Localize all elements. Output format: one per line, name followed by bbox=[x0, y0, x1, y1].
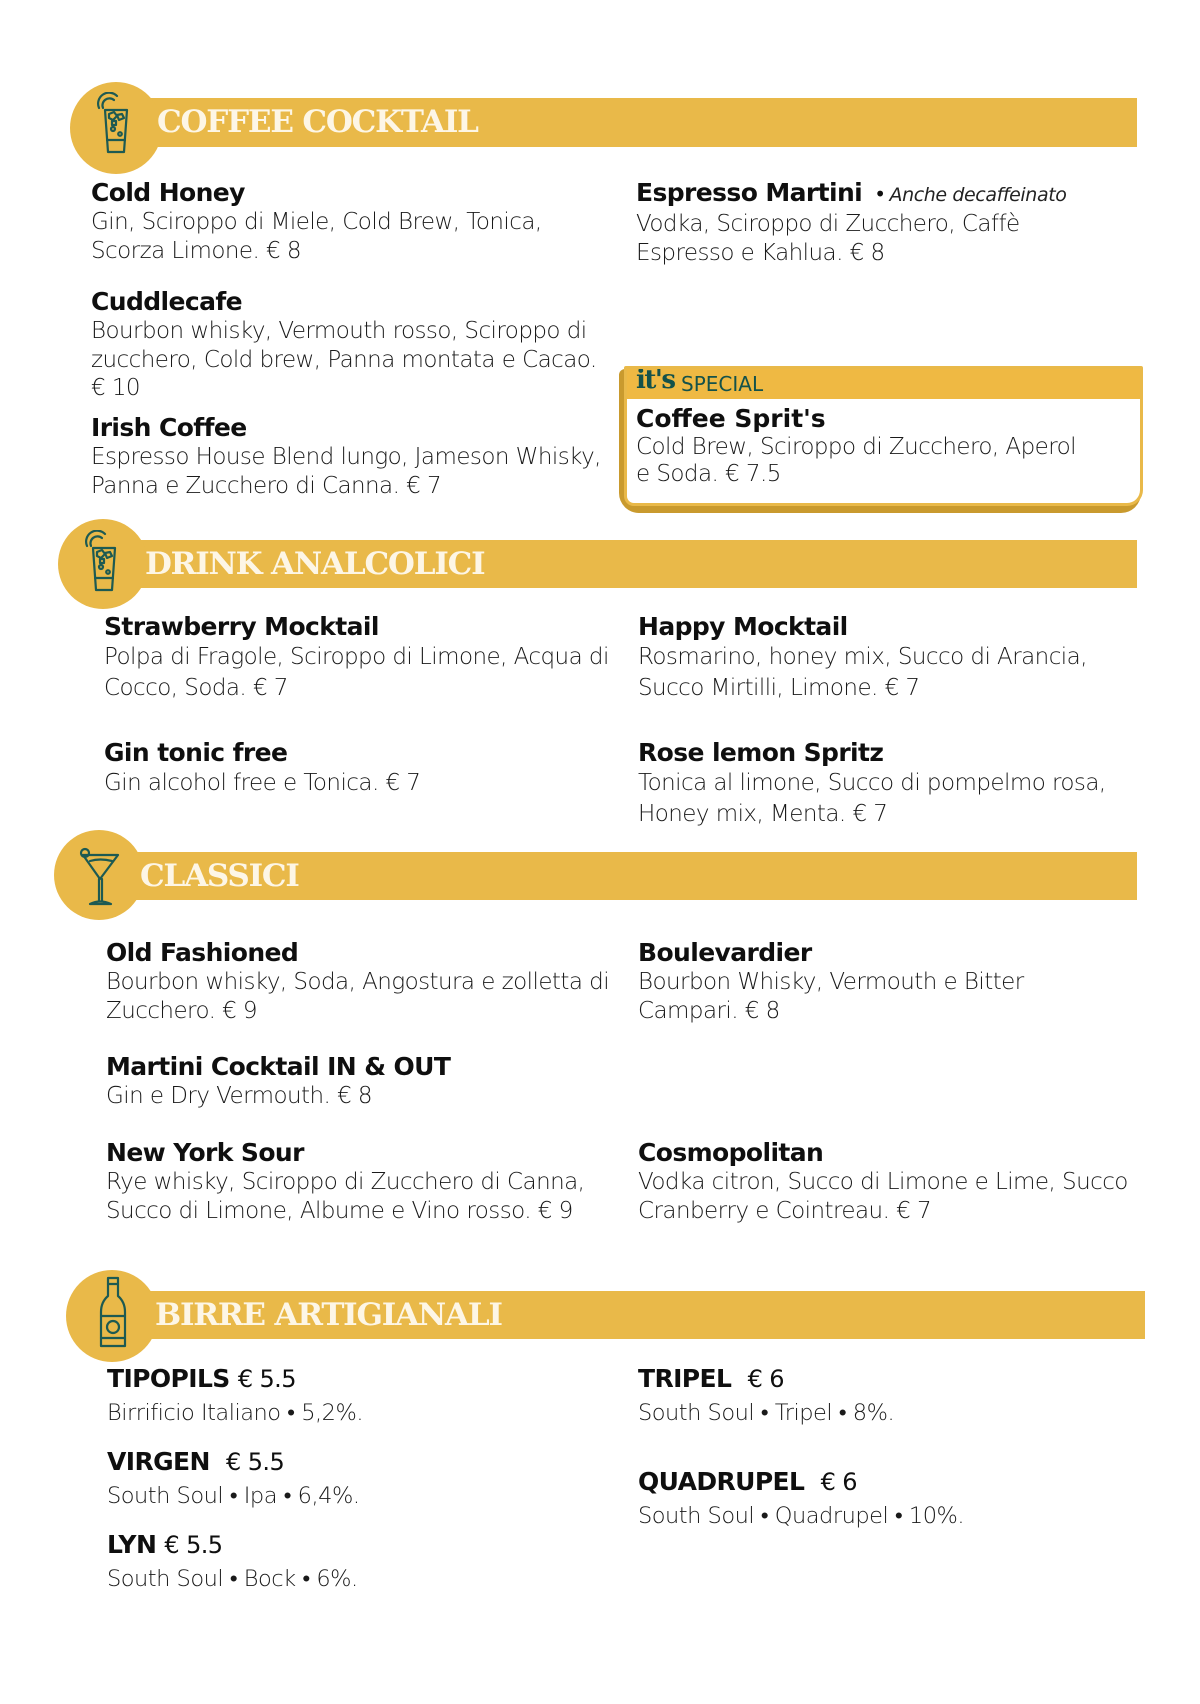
beer-name-row bbox=[107, 1364, 607, 1394]
beer-name-row bbox=[638, 1364, 1118, 1394]
beer-name-row bbox=[107, 1447, 607, 1477]
beer-name: TRIPEL bbox=[638, 1364, 732, 1393]
menu-item bbox=[104, 738, 624, 799]
item-description: Gin e Dry Vermouth. € 8 bbox=[106, 1083, 373, 1109]
item-description: Tonica al limone, Succo di pompelmo rosa, Honey mix, Menta. € 7 bbox=[638, 770, 1106, 827]
beer-price: € 6 bbox=[820, 1468, 857, 1496]
menu-item bbox=[91, 287, 611, 403]
menu-item bbox=[106, 1052, 626, 1111]
item-name: Old Fashioned bbox=[106, 938, 299, 967]
special-box bbox=[624, 366, 1143, 506]
menu-item bbox=[638, 612, 1118, 704]
item-name: Happy Mocktail bbox=[638, 612, 848, 641]
special-its-label: it's bbox=[636, 366, 675, 395]
beer-name: LYN bbox=[107, 1530, 157, 1559]
item-name: Strawberry Mocktail bbox=[104, 612, 379, 641]
item-name: Gin tonic free bbox=[104, 738, 288, 767]
beer-name: TIPOPILS bbox=[107, 1364, 230, 1393]
item-description: Bourbon whisky, Soda, Angostura e zolletta di Zucchero. € 9 bbox=[106, 969, 610, 1024]
beer-item bbox=[107, 1530, 607, 1594]
beer-description: South Soul • Tripel • 8%. bbox=[638, 1400, 895, 1426]
item-name: Rose lemon Spritz bbox=[638, 738, 884, 767]
item-description: Rye whisky, Sciroppo di Zucchero di Canna, Succo di Limone, Albume e Vino rosso. € 9 bbox=[106, 1169, 585, 1224]
item-description: Vodka citron, Succo di Limone e Lime, Succo Cranberry e Cointreau. € 7 bbox=[638, 1169, 1128, 1224]
section-title: BIRRE ARTIGIANALI bbox=[155, 1297, 502, 1333]
separator-bullet: • bbox=[874, 182, 886, 206]
beer-description: South Soul • Quadrupel • 10%. bbox=[638, 1503, 965, 1529]
section-title: DRINK ANALCOLICI bbox=[145, 546, 485, 582]
item-description: Rosmarino, honey mix, Succo di Arancia, Succo Mirtilli, Limone. € 7 bbox=[638, 644, 1087, 701]
menu-item bbox=[636, 178, 1106, 267]
iced-drink-icon bbox=[96, 92, 136, 154]
item-description: Bourbon Whisky, Vermouth e Bitter Campari. € 8 bbox=[638, 969, 1024, 1024]
beer-price: € 5.5 bbox=[237, 1365, 296, 1393]
special-body bbox=[627, 399, 1140, 488]
beer-item bbox=[638, 1364, 1118, 1428]
beer-name-row bbox=[638, 1467, 1118, 1497]
beer-description: Birrificio Italiano • 5,2%. bbox=[107, 1400, 364, 1426]
beer-price: € 5.5 bbox=[226, 1448, 285, 1476]
item-name: Martini Cocktail IN & OUT bbox=[106, 1052, 451, 1081]
menu-item bbox=[104, 612, 624, 704]
beer-item bbox=[107, 1447, 607, 1511]
special-header bbox=[627, 366, 1140, 399]
item-name: Boulevardier bbox=[638, 938, 812, 967]
menu-item bbox=[91, 178, 611, 265]
martini-glass-icon bbox=[78, 847, 122, 907]
beer-item bbox=[107, 1364, 607, 1428]
menu-item bbox=[91, 413, 611, 500]
beer-name: VIRGEN bbox=[107, 1447, 210, 1476]
menu-item bbox=[638, 938, 1118, 1025]
item-note: Anche decaffeinato bbox=[889, 184, 1067, 206]
beer-description: South Soul • Bock • 6%. bbox=[107, 1566, 358, 1592]
item-description: Bourbon whisky, Vermouth rosso, Sciroppo di zucchero, Cold brew, Panna montata e Cacao. € 10 bbox=[91, 318, 597, 401]
section-title: COFFEE COCKTAIL bbox=[157, 104, 478, 140]
menu-item bbox=[638, 1138, 1138, 1225]
item-description: Polpa di Fragole, Sciroppo di Limone, Acqua di Cocco, Soda. € 7 bbox=[104, 644, 609, 701]
item-description: Gin, Sciroppo di Miele, Cold Brew, Tonica, Scorza Limone. € 8 bbox=[91, 209, 542, 264]
beer-name: QUADRUPEL bbox=[638, 1467, 805, 1496]
menu-item bbox=[106, 938, 626, 1025]
beer-bottle-icon bbox=[98, 1276, 128, 1350]
item-description: Vodka, Sciroppo di Zucchero, Caffè Espresso e Kahlua. € 8 bbox=[636, 211, 1020, 266]
item-description: Cold Brew, Sciroppo di Zucchero, Aperol e Soda. € 7.5 bbox=[636, 434, 1077, 487]
item-name: Irish Coffee bbox=[91, 413, 247, 442]
special-label: SPECIAL bbox=[681, 372, 764, 396]
section-title: CLASSICI bbox=[140, 858, 299, 894]
menu-item bbox=[638, 738, 1138, 830]
beer-name-row bbox=[107, 1530, 607, 1560]
item-description: Gin alcohol free e Tonica. € 7 bbox=[104, 770, 421, 796]
item-name-row bbox=[636, 178, 1106, 210]
beer-price: € 5.5 bbox=[164, 1531, 223, 1559]
item-name: Espresso Martini bbox=[636, 178, 863, 207]
item-name: Coffee Sprit's bbox=[636, 404, 826, 433]
item-name: Cuddlecafe bbox=[91, 287, 242, 316]
item-name: Cold Honey bbox=[91, 178, 245, 207]
item-name: New York Sour bbox=[106, 1138, 304, 1167]
item-name: Cosmopolitan bbox=[638, 1138, 824, 1167]
beer-price: € 6 bbox=[747, 1365, 784, 1393]
iced-drink-icon bbox=[84, 530, 124, 592]
beer-description: South Soul • Ipa • 6,4%. bbox=[107, 1483, 360, 1509]
menu-item bbox=[106, 1138, 586, 1225]
item-description: Espresso House Blend lungo, Jameson Whisky, Panna e Zucchero di Canna. € 7 bbox=[91, 444, 601, 499]
beer-item bbox=[638, 1467, 1118, 1531]
